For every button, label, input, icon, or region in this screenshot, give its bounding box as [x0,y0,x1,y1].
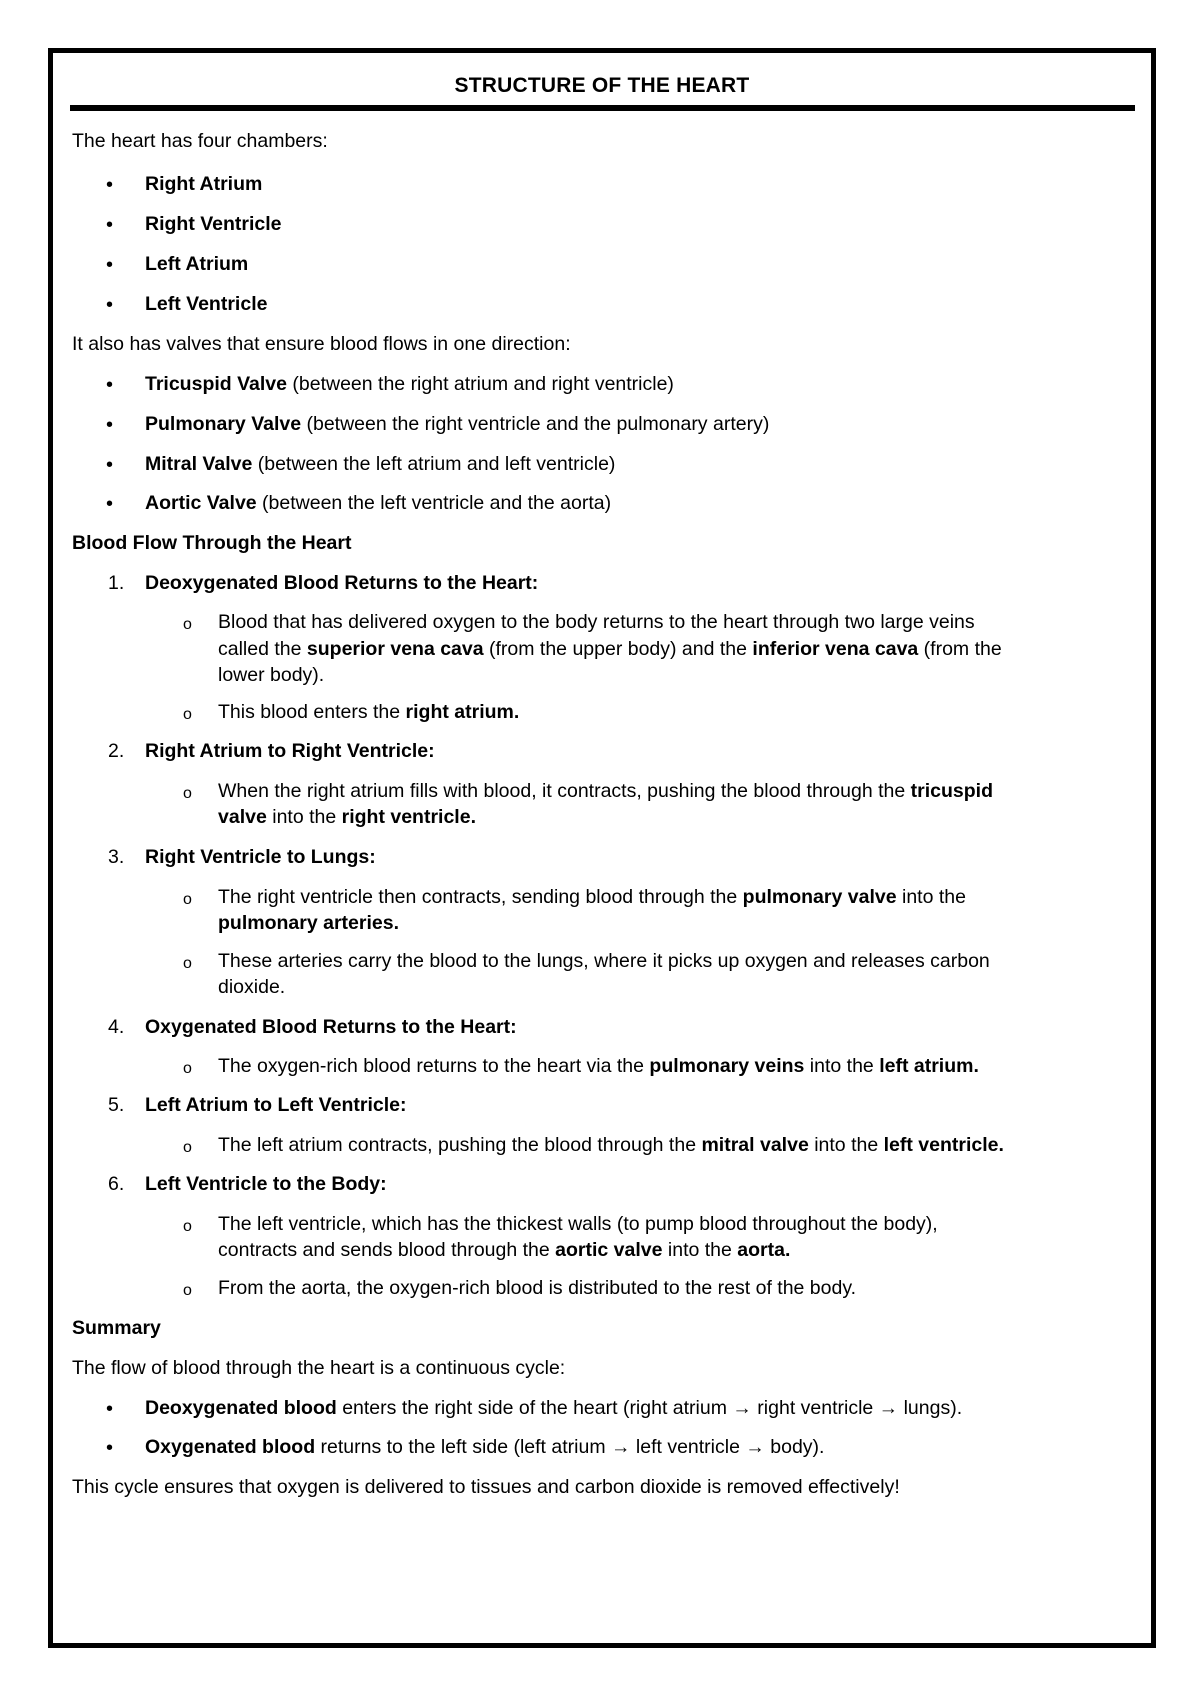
chamber-item: Left Atrium [145,253,249,275]
bullet-icon: • [106,454,114,476]
document-title: STRUCTURE OF THE HEART [454,74,750,97]
step-number: 3. [108,846,125,868]
sub-bullet-icon: o [183,955,192,972]
step-number: 6. [108,1173,125,1195]
bullet-icon: • [106,174,114,196]
step-title: Oxygenated Blood Returns to the Heart: [145,1016,517,1038]
bullet-icon: • [106,374,114,396]
chambers-intro: The heart has four chambers: [72,130,328,152]
bullet-icon: • [106,254,114,276]
sub-item-text: When the right atrium fills with blood, it contracts, pushing the blood through the tricuspid [218,780,993,802]
sub-item-text: These arteries carry the blood to the lungs, where it picks up oxygen and releases carbon [218,950,990,972]
summary-item: Oxygenated blood returns to the left side (left atrium → left ventricle → body). [145,1436,825,1458]
bullet-icon: • [106,493,114,515]
sub-item-text: The left atrium contracts, pushing the blood through the mitral valve into the left ventricle. [218,1134,1004,1156]
bullet-icon: • [106,294,114,316]
sub-bullet-icon: o [183,1218,192,1235]
bullet-icon: • [106,214,114,236]
sub-item-text: pulmonary arteries. [218,912,399,934]
section-heading-summary: Summary [72,1317,161,1339]
step-title: Right Atrium to Right Ventricle: [145,740,435,762]
sub-bullet-icon: o [183,1282,192,1299]
summary-intro: The flow of blood through the heart is a continuous cycle: [72,1357,566,1379]
chamber-item: Left Ventricle [145,293,268,315]
step-title: Deoxygenated Blood Returns to the Heart: [145,572,539,594]
sub-item-text: valve into the right ventricle. [218,806,476,828]
sub-item-text: called the superior vena cava (from the upper body) and the inferior vena cava (from the [218,638,1002,660]
section-heading-blood-flow: Blood Flow Through the Heart [72,532,352,554]
valves-intro: It also has valves that ensure blood flows in one direction: [72,333,571,355]
step-number: 2. [108,740,125,762]
step-title: Left Atrium to Left Ventricle: [145,1094,407,1116]
valve-item: Aortic Valve (between the left ventricle and the aorta) [145,492,612,514]
sub-item-text: The oxygen-rich blood returns to the heart via the pulmonary veins into the left atrium. [218,1055,979,1077]
sub-item-text: lower body). [218,664,325,686]
step-number: 1. [108,572,125,594]
sub-bullet-icon: o [183,891,192,908]
sub-item-text: Blood that has delivered oxygen to the body returns to the heart through two large veins [218,611,975,633]
sub-bullet-icon: o [183,706,192,723]
sub-bullet-icon: o [183,785,192,802]
step-number: 5. [108,1094,125,1116]
sub-item-text: dioxide. [218,976,286,998]
title-underline [70,105,1135,111]
conclusion-text: This cycle ensures that oxygen is delivered to tissues and carbon dioxide is removed effectively! [72,1476,900,1498]
sub-bullet-icon: o [183,616,192,633]
sub-bullet-icon: o [183,1139,192,1156]
sub-bullet-icon: o [183,1060,192,1077]
bullet-icon: • [106,414,114,436]
summary-item: Deoxygenated blood enters the right side of the heart (right atrium → right ventricle → lungs). [145,1397,963,1419]
chamber-item: Right Ventricle [145,213,282,235]
step-number: 4. [108,1016,125,1038]
valve-item: Mitral Valve (between the left atrium and left ventricle) [145,453,616,475]
sub-item-text: From the aorta, the oxygen-rich blood is distributed to the rest of the body. [218,1277,857,1299]
bullet-icon: • [106,1437,114,1459]
bullet-icon: • [106,1398,114,1420]
sub-item-text: The right ventricle then contracts, sending blood through the pulmonary valve into the [218,886,966,908]
valve-item: Pulmonary Valve (between the right ventricle and the pulmonary artery) [145,413,770,435]
valve-item: Tricuspid Valve (between the right atrium and right ventricle) [145,373,674,395]
sub-item-text: The left ventricle, which has the thickest walls (to pump blood throughout the body), [218,1213,938,1235]
step-title: Left Ventricle to the Body: [145,1173,387,1195]
sub-item-text: contracts and sends blood through the aortic valve into the aorta. [218,1239,791,1261]
chamber-item: Right Atrium [145,173,263,195]
step-title: Right Ventricle to Lungs: [145,846,376,868]
sub-item-text: This blood enters the right atrium. [218,701,520,723]
